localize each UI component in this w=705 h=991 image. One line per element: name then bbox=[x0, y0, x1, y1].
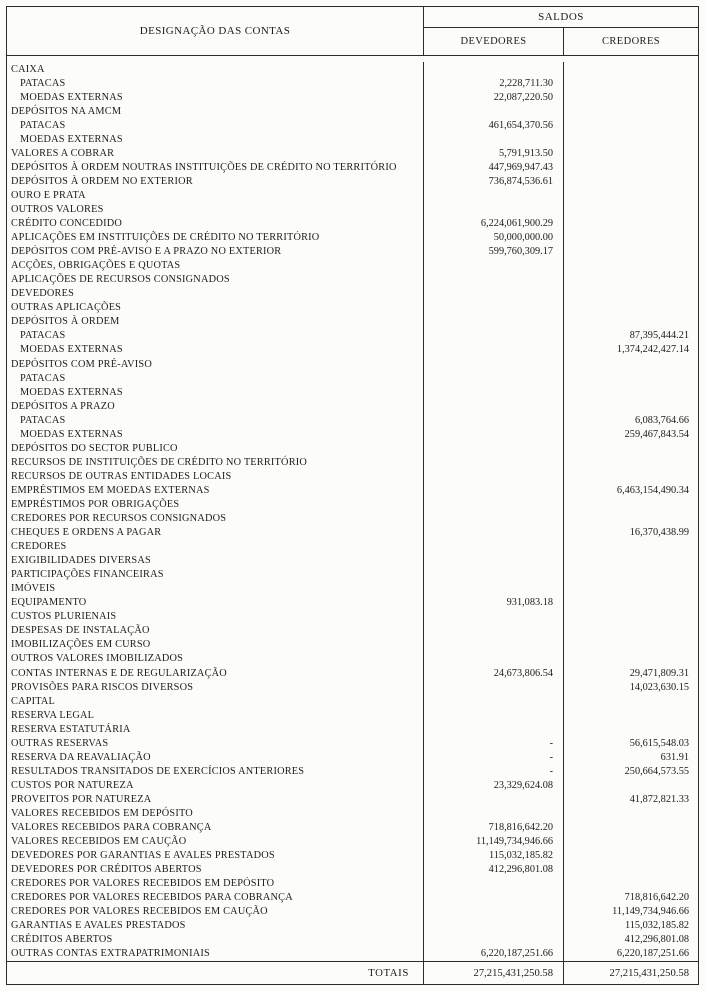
credores-value bbox=[564, 399, 698, 413]
account-label: DEPÓSITOS NA AMCM bbox=[7, 104, 424, 118]
account-label: OUTRAS RESERVAS bbox=[7, 736, 424, 750]
account-label: RECURSOS DE INSTITUIÇÕES DE CRÉDITO NO TERRITÓRIO bbox=[7, 455, 424, 469]
credores-value: 14,023,630.15 bbox=[629, 681, 689, 693]
devedores-value bbox=[424, 638, 564, 652]
credores-value bbox=[564, 62, 698, 76]
account-label: CRÉDITOS ABERTOS bbox=[7, 933, 424, 947]
table-row bbox=[7, 933, 698, 947]
devedores-value bbox=[424, 694, 564, 708]
credores-value: 631.91 bbox=[660, 751, 689, 763]
credores-value bbox=[564, 652, 698, 666]
table-row bbox=[7, 624, 698, 638]
totals-devedores-value: 27,215,431,250.58 bbox=[424, 962, 564, 984]
table-row bbox=[7, 722, 698, 736]
table-row bbox=[7, 231, 698, 245]
table-row bbox=[7, 413, 698, 427]
table-row bbox=[7, 146, 698, 160]
credores-value bbox=[564, 441, 698, 455]
credores-value: 115,032,185.82 bbox=[625, 920, 689, 932]
account-label: DEPÓSITOS A PRAZO bbox=[7, 399, 424, 413]
devedores-value bbox=[424, 455, 564, 469]
credores-value: 56,615,548.03 bbox=[629, 737, 689, 749]
table-row bbox=[7, 287, 698, 301]
credores-value: 87,395,444.21 bbox=[629, 330, 689, 342]
account-label: CREDORES bbox=[7, 540, 424, 554]
table-row bbox=[7, 540, 698, 554]
devedores-value: 22,087,220.50 bbox=[424, 90, 564, 104]
devedores-value: 736,874,536.61 bbox=[424, 174, 564, 188]
account-label: EMPRÉSTIMOS EM MOEDAS EXTERNAS bbox=[7, 483, 424, 497]
table-row bbox=[7, 554, 698, 568]
account-label: PATACAS bbox=[7, 76, 424, 90]
devedores-value bbox=[424, 315, 564, 329]
credores-value bbox=[564, 287, 698, 301]
credores-value: 29,471,809.31 bbox=[629, 667, 689, 679]
devedores-value: 23,329,624.08 bbox=[424, 778, 564, 792]
table-row bbox=[7, 778, 698, 792]
account-label: VALORES RECEBIDOS EM DEPÓSITO bbox=[7, 806, 424, 820]
credores-value: 6,083,764.66 bbox=[634, 414, 689, 426]
devedores-value: 50,000,000.00 bbox=[424, 231, 564, 245]
credores-value bbox=[564, 132, 698, 146]
credores-value bbox=[564, 596, 698, 610]
credores-value: 41,872,821.33 bbox=[629, 793, 689, 805]
devedores-value bbox=[424, 610, 564, 624]
devedores-value bbox=[424, 933, 564, 947]
account-label: PARTICIPAÇÕES FINANCEIRAS bbox=[7, 568, 424, 582]
col-header-saldos: SALDOS bbox=[424, 7, 698, 28]
credores-value bbox=[564, 497, 698, 511]
devedores-value: - bbox=[424, 750, 564, 764]
credores-value bbox=[564, 469, 698, 483]
table-row bbox=[7, 245, 698, 259]
account-label: PROVISÕES PARA RISCOS DIVERSOS bbox=[7, 680, 424, 694]
table-row bbox=[7, 891, 698, 905]
devedores-value bbox=[424, 469, 564, 483]
credores-value: 718,816,642.20 bbox=[624, 892, 689, 904]
account-label: DESPESAS DE INSTALAÇÃO bbox=[7, 624, 424, 638]
devedores-value: 412,296,801.08 bbox=[424, 863, 564, 877]
credores-value bbox=[564, 118, 698, 132]
account-label: OUTRAS CONTAS EXTRAPATRIMONIAIS bbox=[7, 947, 424, 961]
table-row bbox=[7, 905, 698, 919]
account-label: CAIXA bbox=[7, 62, 424, 76]
devedores-value bbox=[424, 792, 564, 806]
table-row bbox=[7, 919, 698, 933]
account-label: MOEDAS EXTERNAS bbox=[7, 132, 424, 146]
devedores-value: 24,673,806.54 bbox=[424, 666, 564, 680]
credores-value: 6,463,154,490.34 bbox=[616, 484, 689, 496]
table-row bbox=[7, 582, 698, 596]
account-label: DEPÓSITOS À ORDEM NO EXTERIOR bbox=[7, 174, 424, 188]
table-row bbox=[7, 301, 698, 315]
table-row bbox=[7, 736, 698, 750]
table-row bbox=[7, 947, 698, 961]
account-label: CUSTOS POR NATUREZA bbox=[7, 778, 424, 792]
credores-value bbox=[564, 806, 698, 820]
account-label: MOEDAS EXTERNAS bbox=[7, 343, 424, 357]
account-label: APLICAÇÕES DE RECURSOS CONSIGNADOS bbox=[7, 273, 424, 287]
devedores-value: 115,032,185.82 bbox=[424, 849, 564, 863]
table-row bbox=[7, 371, 698, 385]
account-label: CHEQUES E ORDENS A PAGAR bbox=[7, 526, 424, 540]
table-header bbox=[7, 7, 698, 56]
credores-value bbox=[564, 554, 698, 568]
credores-value: 412,296,801.08 bbox=[624, 934, 689, 946]
account-label: DEPÓSITOS DO SECTOR PUBLICO bbox=[7, 441, 424, 455]
account-label: EXIGIBILIDADES DIVERSAS bbox=[7, 554, 424, 568]
table-row bbox=[7, 792, 698, 806]
table-row bbox=[7, 666, 698, 680]
table-row bbox=[7, 90, 698, 104]
account-label: PATACAS bbox=[7, 118, 424, 132]
account-label: RESERVA LEGAL bbox=[7, 708, 424, 722]
credores-value bbox=[564, 863, 698, 877]
saldos-header-group bbox=[424, 7, 698, 55]
devedores-value bbox=[424, 385, 564, 399]
col-header-credores: CREDORES bbox=[601, 36, 661, 47]
table-row bbox=[7, 483, 698, 497]
account-label: DEPÓSITOS À ORDEM bbox=[7, 315, 424, 329]
table-row bbox=[7, 118, 698, 132]
table-row bbox=[7, 849, 698, 863]
account-label: RECURSOS DE OUTRAS ENTIDADES LOCAIS bbox=[7, 469, 424, 483]
table-row bbox=[7, 343, 698, 357]
table-row bbox=[7, 708, 698, 722]
credores-value bbox=[564, 76, 698, 90]
account-label: CREDORES POR VALORES RECEBIDOS EM CAUÇÃO bbox=[7, 905, 424, 919]
table-row bbox=[7, 188, 698, 202]
credores-value bbox=[564, 778, 698, 792]
account-label: RESERVA DA REAVALIAÇÃO bbox=[7, 750, 424, 764]
devedores-value bbox=[424, 301, 564, 315]
credores-value: 16,370,438.99 bbox=[629, 527, 689, 539]
devedores-value: - bbox=[424, 736, 564, 750]
credores-value bbox=[564, 694, 698, 708]
table-row bbox=[7, 806, 698, 820]
table-row bbox=[7, 427, 698, 441]
account-label: RESULTADOS TRANSITADOS DE EXERCÍCIOS ANTERIORES bbox=[7, 764, 424, 778]
credores-value bbox=[564, 357, 698, 371]
account-label: PATACAS bbox=[7, 371, 424, 385]
account-label: ACÇÕES, OBRIGAÇÕES E QUOTAS bbox=[7, 259, 424, 273]
credores-value bbox=[564, 371, 698, 385]
account-label: APLICAÇÕES EM INSTITUIÇÕES DE CRÉDITO NO TERRITÓRIO bbox=[7, 231, 424, 245]
credores-value bbox=[564, 160, 698, 174]
account-label: DEPÓSITOS À ORDEM NOUTRAS INSTITUIÇÕES DE CRÉDITO NO TERRITÓRIO bbox=[7, 160, 424, 174]
devedores-value: 599,760,309.17 bbox=[424, 245, 564, 259]
account-label: VALORES A COBRAR bbox=[7, 146, 424, 160]
devedores-value bbox=[424, 357, 564, 371]
table-row bbox=[7, 104, 698, 118]
devedores-value bbox=[424, 413, 564, 427]
devedores-value bbox=[424, 652, 564, 666]
table-row bbox=[7, 497, 698, 511]
table-row bbox=[7, 835, 698, 849]
devedores-value bbox=[424, 259, 564, 273]
table-row bbox=[7, 329, 698, 343]
credores-value bbox=[564, 877, 698, 891]
devedores-value: 11,149,734,946.66 bbox=[424, 835, 564, 849]
devedores-value bbox=[424, 371, 564, 385]
table-row bbox=[7, 217, 698, 231]
table-row bbox=[7, 680, 698, 694]
table-row bbox=[7, 764, 698, 778]
credores-value: 250,664,573.55 bbox=[624, 765, 689, 777]
table-row bbox=[7, 652, 698, 666]
account-label: OURO E PRATA bbox=[7, 188, 424, 202]
credores-value bbox=[564, 624, 698, 638]
table-row bbox=[7, 174, 698, 188]
col-header-designacao: DESIGNAÇÃO DAS CONTAS bbox=[7, 7, 424, 55]
account-label: CREDORES POR RECURSOS CONSIGNADOS bbox=[7, 512, 424, 526]
devedores-value bbox=[424, 427, 564, 441]
devedores-value bbox=[424, 399, 564, 413]
credores-value bbox=[564, 90, 698, 104]
credores-value bbox=[564, 385, 698, 399]
credores-value bbox=[564, 540, 698, 554]
credores-value bbox=[564, 273, 698, 287]
account-label: PATACAS bbox=[7, 329, 424, 343]
account-label: DEPÓSITOS COM PRÉ-AVISO E A PRAZO NO EXTERIOR bbox=[7, 245, 424, 259]
credores-value bbox=[564, 301, 698, 315]
devedores-value bbox=[424, 287, 564, 301]
account-label: RESERVA ESTATUTÁRIA bbox=[7, 722, 424, 736]
credores-value bbox=[564, 315, 698, 329]
table-row bbox=[7, 441, 698, 455]
table-row bbox=[7, 568, 698, 582]
table-row bbox=[7, 385, 698, 399]
table-row bbox=[7, 76, 698, 90]
devedores-value bbox=[424, 132, 564, 146]
table-row bbox=[7, 526, 698, 540]
account-label: IMOBILIZAÇÕES EM CURSO bbox=[7, 638, 424, 652]
devedores-value bbox=[424, 202, 564, 216]
credores-value bbox=[564, 638, 698, 652]
col-header-devedores: DEVEDORES bbox=[424, 28, 564, 55]
table-row bbox=[7, 750, 698, 764]
account-label: CUSTOS PLURIENAIS bbox=[7, 610, 424, 624]
account-label: CRÉDITO CONCEDIDO bbox=[7, 217, 424, 231]
devedores-value bbox=[424, 441, 564, 455]
credores-value bbox=[564, 174, 698, 188]
devedores-value bbox=[424, 188, 564, 202]
account-label: VALORES RECEBIDOS PARA COBRANÇA bbox=[7, 821, 424, 835]
table-row bbox=[7, 863, 698, 877]
account-label: DEVEDORES POR GARANTIAS E AVALES PRESTADOS bbox=[7, 849, 424, 863]
account-label: GARANTIAS E AVALES PRESTADOS bbox=[7, 919, 424, 933]
devedores-value bbox=[424, 877, 564, 891]
credores-value bbox=[564, 821, 698, 835]
credores-value bbox=[564, 104, 698, 118]
totals-label: TOTAIS bbox=[7, 962, 424, 984]
devedores-value bbox=[424, 483, 564, 497]
table-row bbox=[7, 259, 698, 273]
credores-value bbox=[564, 849, 698, 863]
credores-value bbox=[564, 188, 698, 202]
account-label: EMPRÉSTIMOS POR OBRIGAÇÕES bbox=[7, 497, 424, 511]
devedores-value bbox=[424, 806, 564, 820]
credores-value bbox=[564, 455, 698, 469]
table-row bbox=[7, 694, 698, 708]
totals-credores-value: 27,215,431,250.58 bbox=[609, 967, 689, 979]
devedores-value bbox=[424, 708, 564, 722]
devedores-value bbox=[424, 722, 564, 736]
account-label: DEVEDORES POR CRÉDITOS ABERTOS bbox=[7, 863, 424, 877]
credores-value bbox=[564, 835, 698, 849]
accounts-table bbox=[6, 6, 699, 985]
devedores-value bbox=[424, 919, 564, 933]
devedores-value: - bbox=[424, 764, 564, 778]
devedores-value bbox=[424, 273, 564, 287]
account-label: OUTROS VALORES bbox=[7, 202, 424, 216]
devedores-value bbox=[424, 554, 564, 568]
account-label: CREDORES POR VALORES RECEBIDOS EM DEPÓSITO bbox=[7, 877, 424, 891]
credores-value: 11,149,734,946.66 bbox=[612, 906, 689, 918]
saldos-subheaders bbox=[424, 28, 698, 55]
credores-value: 6,220,187,251.66 bbox=[616, 948, 689, 960]
devedores-value: 6,224,061,900.29 bbox=[424, 217, 564, 231]
account-label: CONTAS INTERNAS E DE REGULARIZAÇÃO bbox=[7, 666, 424, 680]
table-row bbox=[7, 512, 698, 526]
account-label: IMÓVEIS bbox=[7, 582, 424, 596]
devedores-value bbox=[424, 568, 564, 582]
table-row bbox=[7, 273, 698, 287]
credores-value bbox=[564, 708, 698, 722]
credores-value bbox=[564, 722, 698, 736]
devedores-value bbox=[424, 624, 564, 638]
table-row bbox=[7, 132, 698, 146]
account-label: MOEDAS EXTERNAS bbox=[7, 385, 424, 399]
credores-value: 1,374,242,427.14 bbox=[616, 344, 689, 356]
account-label: MOEDAS EXTERNAS bbox=[7, 427, 424, 441]
devedores-value: 447,969,947.43 bbox=[424, 160, 564, 174]
devedores-value: 2,228,711.30 bbox=[424, 76, 564, 90]
credores-value bbox=[564, 217, 698, 231]
devedores-value: 6,220,187,251.66 bbox=[424, 947, 564, 961]
devedores-value: 931,083.18 bbox=[424, 596, 564, 610]
account-label: DEPÓSITOS COM PRÉ-AVISO bbox=[7, 357, 424, 371]
devedores-value bbox=[424, 540, 564, 554]
table-row bbox=[7, 455, 698, 469]
devedores-value bbox=[424, 582, 564, 596]
account-label: VALORES RECEBIDOS EM CAUÇÃO bbox=[7, 835, 424, 849]
credores-value bbox=[564, 610, 698, 624]
credores-value bbox=[564, 245, 698, 259]
credores-value bbox=[564, 568, 698, 582]
credores-value bbox=[564, 512, 698, 526]
credores-value bbox=[564, 146, 698, 160]
table-row bbox=[7, 399, 698, 413]
devedores-value bbox=[424, 62, 564, 76]
devedores-value bbox=[424, 680, 564, 694]
table-row bbox=[7, 62, 698, 76]
table-row bbox=[7, 821, 698, 835]
account-label: CAPITAL bbox=[7, 694, 424, 708]
devedores-value bbox=[424, 329, 564, 343]
account-label: MOEDAS EXTERNAS bbox=[7, 90, 424, 104]
table-row bbox=[7, 202, 698, 216]
devedores-value: 5,791,913.50 bbox=[424, 146, 564, 160]
devedores-value bbox=[424, 104, 564, 118]
account-label: OUTROS VALORES IMOBILIZADOS bbox=[7, 652, 424, 666]
credores-value: 259,467,843.54 bbox=[624, 428, 689, 440]
devedores-value bbox=[424, 891, 564, 905]
account-label: CREDORES POR VALORES RECEBIDOS PARA COBRANÇA bbox=[7, 891, 424, 905]
account-label: PROVEITOS POR NATUREZA bbox=[7, 792, 424, 806]
table-row bbox=[7, 469, 698, 483]
table-row bbox=[7, 160, 698, 174]
credores-value bbox=[564, 231, 698, 245]
devedores-value bbox=[424, 526, 564, 540]
table-row bbox=[7, 877, 698, 891]
devedores-value bbox=[424, 343, 564, 357]
devedores-value bbox=[424, 512, 564, 526]
devedores-value bbox=[424, 497, 564, 511]
table-row bbox=[7, 610, 698, 624]
devedores-value: 718,816,642.20 bbox=[424, 821, 564, 835]
devedores-value bbox=[424, 905, 564, 919]
table-row bbox=[7, 315, 698, 329]
table-body bbox=[7, 56, 698, 961]
table-row bbox=[7, 357, 698, 371]
table-row bbox=[7, 638, 698, 652]
account-label: EQUIPAMENTO bbox=[7, 596, 424, 610]
account-label: DEVEDORES bbox=[7, 287, 424, 301]
credores-value bbox=[564, 259, 698, 273]
credores-value bbox=[564, 582, 698, 596]
totals-row bbox=[7, 961, 698, 984]
account-label: PATACAS bbox=[7, 413, 424, 427]
devedores-value: 461,654,370.56 bbox=[424, 118, 564, 132]
account-label: OUTRAS APLICAÇÕES bbox=[7, 301, 424, 315]
credores-value bbox=[564, 202, 698, 216]
table-row bbox=[7, 596, 698, 610]
